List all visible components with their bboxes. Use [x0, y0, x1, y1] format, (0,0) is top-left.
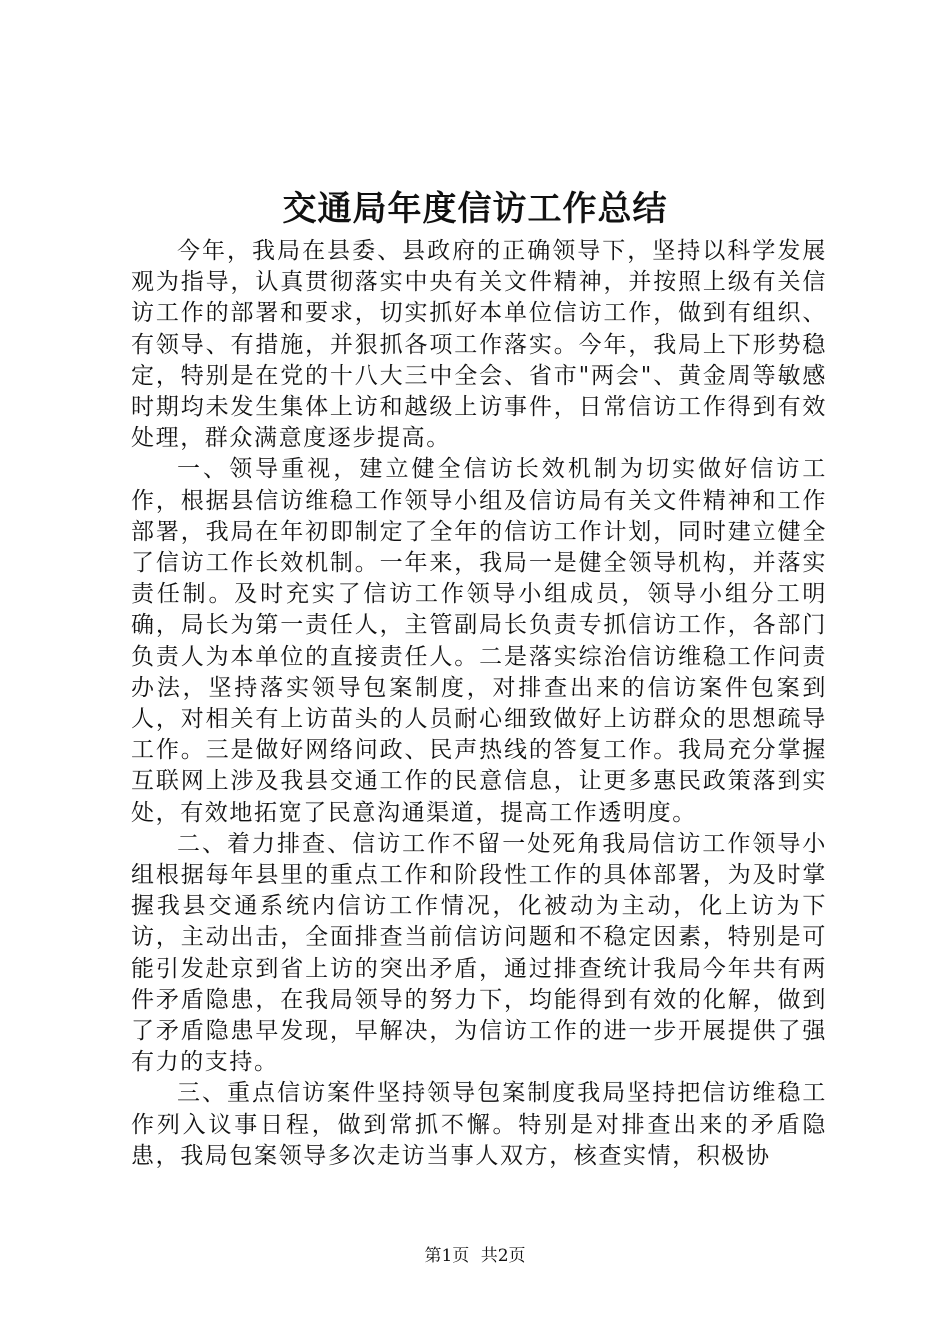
- paragraph-intro: 今年，我局在县委、县政府的正确领导下，坚持以科学发展观为指导，认真贯彻落实中央有关文件精神，并按照上级有关信访工作的部署和要求，切实抓好本单位信访工作，做到有组织、有领导、有措施，并狠抓各项工作落实。今年，我局上下形势稳定，特别是在党的十八大三中全会、省市"两会"、黄金周等敏感时期均未发生集体上访和越级上访事件，日常信访工作得到有效处理，群众满意度逐步提高。: [131, 238, 827, 452]
- page-total: 共2页: [480, 1246, 526, 1266]
- paragraph-section-2: 二、着力排查、信访工作不留一处死角我局信访工作领导小组根据每年县里的重点工作和阶段性工作的具体部署，为及时掌握我县交通系统内信访工作情况，化被动为主动，化上访为下访，主动出击，全面排查当前信访问题和不稳定因素，特别是可能引发赴京到省上访的突出矛盾，通过排查统计我局今年共有两件矛盾隐患，在我局领导的努力下，均能得到有效的化解，做到了矛盾隐患早发现，早解决，为信访工作的进一步开展提供了强有力的支持。: [131, 830, 827, 1076]
- document-body: [131, 236, 827, 1172]
- document-title: 交通局年度信访工作总结: [282, 189, 668, 229]
- paragraph-section-3: 三、重点信访案件坚持领导包案制度我局坚持把信访维稳工作列入议事日程，做到常抓不懈。特别是对排查出来的矛盾隐患，我局包案领导多次走访当事人双方，核查实情，积极协: [131, 1080, 827, 1169]
- page-number: 第1页: [424, 1246, 470, 1266]
- paragraph-section-1: 一、领导重视，建立健全信访长效机制为切实做好信访工作，根据县信访维稳工作领导小组及信访局有关文件精神和工作部署，我局在年初即制定了全年的信访工作计划，同时建立健全了信访工作长效机制。一年来，我局一是健全领导机构，并落实责任制。及时充实了信访工作领导小组成员，领导小组分工明确，局长为第一责任人，主管副局长负责专抓信访工作，各部门负责人为本单位的直接责任人。二是落实综治信访维稳工作问责办法，坚持落实领导包案制度，对排查出来的信访案件包案到人，对相关有上访苗头的人员耐心细致做好上访群众的思想疏导工作。三是做好网络问政、民声热线的答复工作。我局充分掌握互联网上涉及我县交通工作的民意信息，让更多惠民政策落到实处，有效地拓宽了民意沟通渠道，提高工作透明度。: [131, 456, 827, 826]
- page-footer: [0, 1245, 950, 1267]
